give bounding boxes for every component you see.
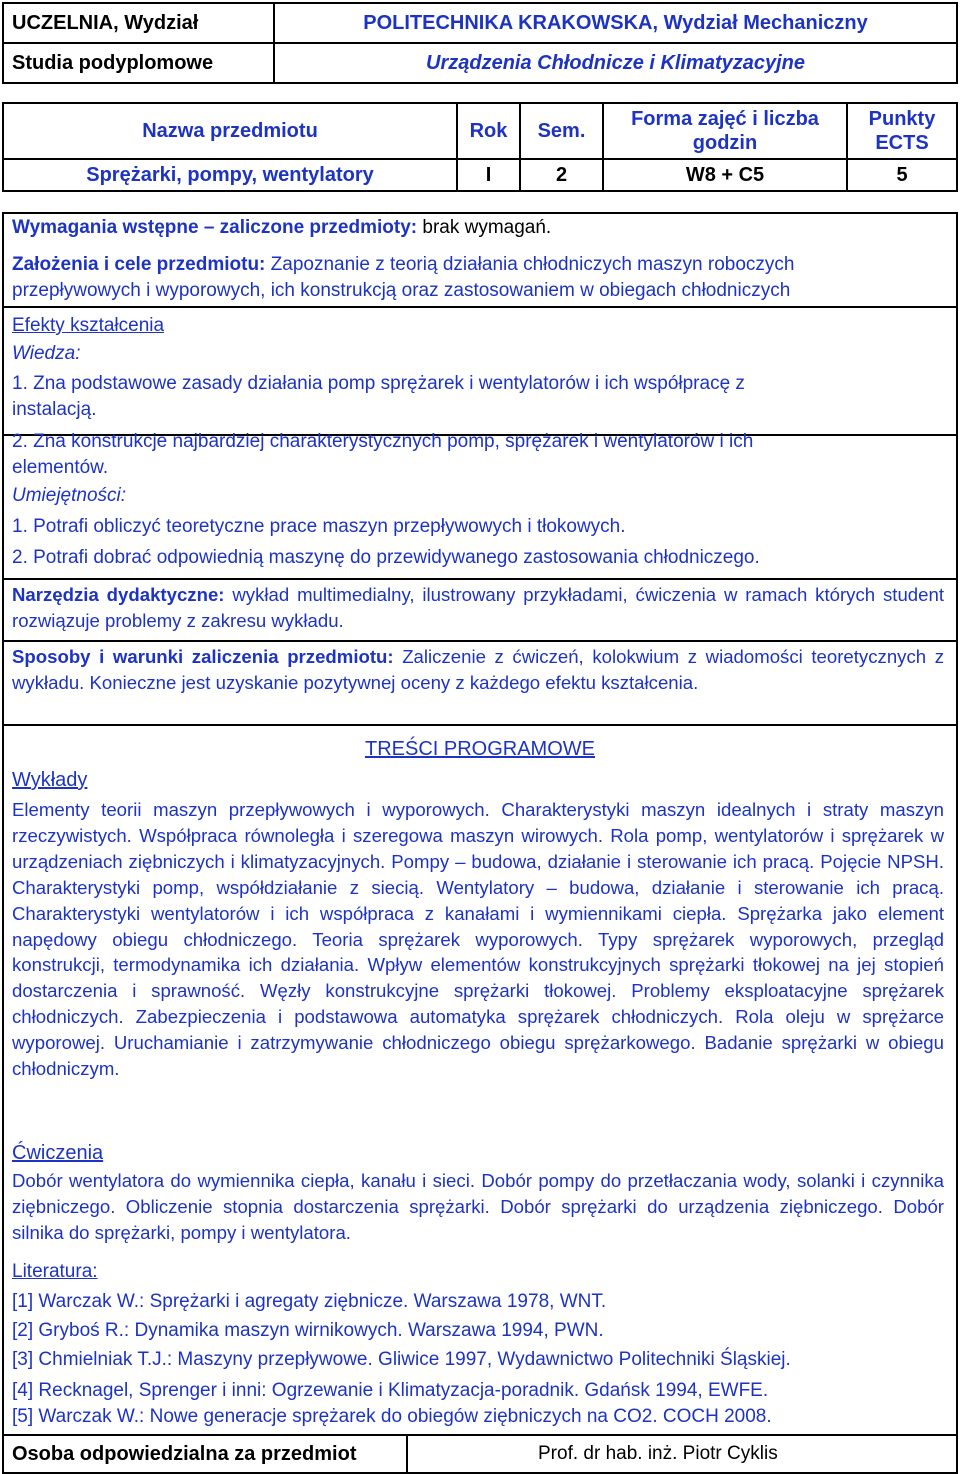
- sposoby-label: Sposoby i warunki zaliczenia przedmiotu:: [12, 646, 394, 667]
- cwiczenia-heading: Ćwiczenia: [12, 1142, 104, 1164]
- header-forma-zajec: Forma zajęć i liczba godzin: [631, 108, 819, 154]
- literatura-item: [5] Warczak W.: Nowe generacje sprężarek do obiegów ziębniczych na CO2. COCH 2008.: [12, 1406, 772, 1427]
- zalozenia-line-1: [12, 253, 946, 277]
- narzedzia-paragraph: [12, 582, 944, 634]
- umiejetnosci-2: 2. Potrafi dobrać odpowiednią maszynę do przewidywanego zastosowania chłodniczego.: [12, 547, 760, 568]
- wiedza-1-line-2: instalacją.: [12, 399, 97, 420]
- responsible-person-value: Prof. dr hab. inż. Piotr Cyklis: [538, 1443, 778, 1464]
- header-rok: Rok: [469, 119, 508, 142]
- course-name: Sprężarki, pompy, wentylatory: [86, 163, 374, 186]
- literatura-item: [1] Warczak W.: Sprężarki i agregaty ziębnicze. Warszawa 1978, WNT.: [12, 1291, 607, 1312]
- efekty-heading: Efekty kształcenia: [12, 315, 165, 336]
- narzedzia-label: Narzędzia dydaktyczne:: [12, 584, 225, 605]
- wiedza-heading: Wiedza:: [12, 343, 81, 364]
- uczelnia-label: UCZELNIA, Wydział: [12, 11, 199, 34]
- uczelnia-value: POLITECHNIKA KRAKOWSKA, Wydział Mechaniczny: [363, 11, 868, 34]
- sposoby-value: Zaliczenie z ćwiczeń, kolokwium z wiadomości teoretycznych z wykładu. Konieczne jest uzyskanie pozytywnej oceny z każdego efektu kształcenia.: [12, 646, 945, 693]
- header-punkty-ects: Punkty ECTS: [868, 108, 936, 154]
- header-table: [2, 2, 958, 84]
- zalozenia-label: Założenia i cele przedmiotu:: [12, 254, 266, 275]
- literatura-heading: Literatura:: [12, 1261, 98, 1282]
- wyklady-heading: Wykłady: [12, 769, 88, 791]
- zalozenia-line-2: przepływowych i wyporowych, ich konstrukcją oraz zastosowaniem w obiegach chłodniczych: [12, 280, 791, 301]
- header-nazwa-przedmiotu: Nazwa przedmiotu: [142, 119, 318, 142]
- literatura-item: [4] Recknagel, Sprenger i inni: Ogrzewanie i Klimatyzacja-poradnik. Gdańsk 1994, EWFE.: [12, 1380, 769, 1401]
- wiedza-2-line-1: 2. Zna konstrukcje najbardziej charakterystycznych pomp, sprężarek i wentylatorów i ich: [12, 431, 754, 452]
- course-sem: 2: [555, 163, 568, 186]
- header-sem: Sem.: [537, 119, 586, 142]
- wiedza-1-line-1: 1. Zna podstawowe zasady działania pomp sprężarek i wentylatorów i ich współpracę z: [12, 373, 745, 394]
- wymagania-value: brak wymagań.: [417, 217, 552, 238]
- wymagania-line: [12, 216, 946, 240]
- course-table: [2, 102, 958, 192]
- umiejetnosci-heading: Umiejętności:: [12, 485, 127, 506]
- course-ects: 5: [896, 163, 908, 186]
- zalozenia-text-1: Zapoznanie z teorią działania chłodniczych maszyn roboczych: [265, 254, 795, 275]
- wyklady-text: Elementy teorii maszyn przepływowych i wyporowych. Charakterystyki maszyn idealnych i straty maszyn rzeczywistych. Współpraca równoległa i szeregowa maszyn wirowych. Rola pomp, wentylatorów i sprężarek w urządzeniach ziębniczych i klimatyzacyjnych. Pompy – budowa, działanie i sterowanie ich pracą. Pojęcie NPSH. Charakterystyki pomp, współdziałanie z siecią. Wentylatory – budowa, działanie i sterowanie ich pracą. Charakterystyki wentylatorów i ich współpraca z kanałami i wymiennikami ciepła. Sprężarka jako element napędowy obiegu chłodniczego. Teoria sprężarek wyporowych. Typy sprężarek wyporowych, przegląd konstrukcji, termodynamika ich działania. Wpływ elementów konstrukcyjnych sprężarki tłokowej na jej stopień dostarczenia i sprawność. Węzły konstrukcyjne sprężarki tłokowej. Problemy eksploatacyjne sprężarek chłodniczych. Zabezpieczenia i podstawowa automatyka sprężarek chłodniczych. Rola oleju w sprężarce wyporowej. Uruchamianie i zatrzymywanie chłodniczego obiegu sprężarkowego. Badanie sprężarki w obiegu chłodniczym.: [12, 799, 944, 1080]
- literatura-item: [2] Gryboś R.: Dynamika maszyn wirnikowych. Warszawa 1994, PWN.: [12, 1320, 604, 1341]
- literatura-item: [3] Chmielniak T.J.: Maszyny przepływowe. Gliwice 1997, Wydawnictwo Politechniki Śląskiej.: [12, 1349, 791, 1370]
- responsible-person-label: Osoba odpowiedzialna za przedmiot: [12, 1442, 357, 1465]
- sposoby-paragraph: [12, 644, 944, 696]
- tresci-programowe-heading: TREŚCI PROGRAMOWE: [364, 738, 595, 760]
- studia-value: Urządzenia Chłodnicze i Klimatyzacyjne: [426, 51, 805, 74]
- course-forma: W8 + C5: [685, 163, 765, 186]
- studia-label: Studia podyplomowe: [12, 51, 214, 74]
- umiejetnosci-1: 1. Potrafi obliczyć teoretyczne prace maszyn przepływowych i tłokowych.: [12, 516, 626, 537]
- wymagania-label: Wymagania wstępne – zaliczone przedmioty:: [12, 217, 418, 238]
- wiedza-2-line-2: elementów.: [12, 457, 109, 478]
- course-rok: I: [485, 163, 492, 186]
- cwiczenia-text: Dobór wentylatora do wymiennika ciepła, kanału i sieci. Dobór pompy do przetłaczania wody, solanki i czynnika ziębniczego. Obliczenie stopnia dostarczenia sprężarki. Dobór sprężarki do urządzenia ziębniczego. Dobór silnika do sprężarki, pompy i wentylatora.: [12, 1170, 944, 1243]
- narzedzia-value: wykład multimedialny, ilustrowany przykładami, ćwiczenia w ramach których student rozwiązuje problemy z zakresu wykładu.: [12, 584, 944, 631]
